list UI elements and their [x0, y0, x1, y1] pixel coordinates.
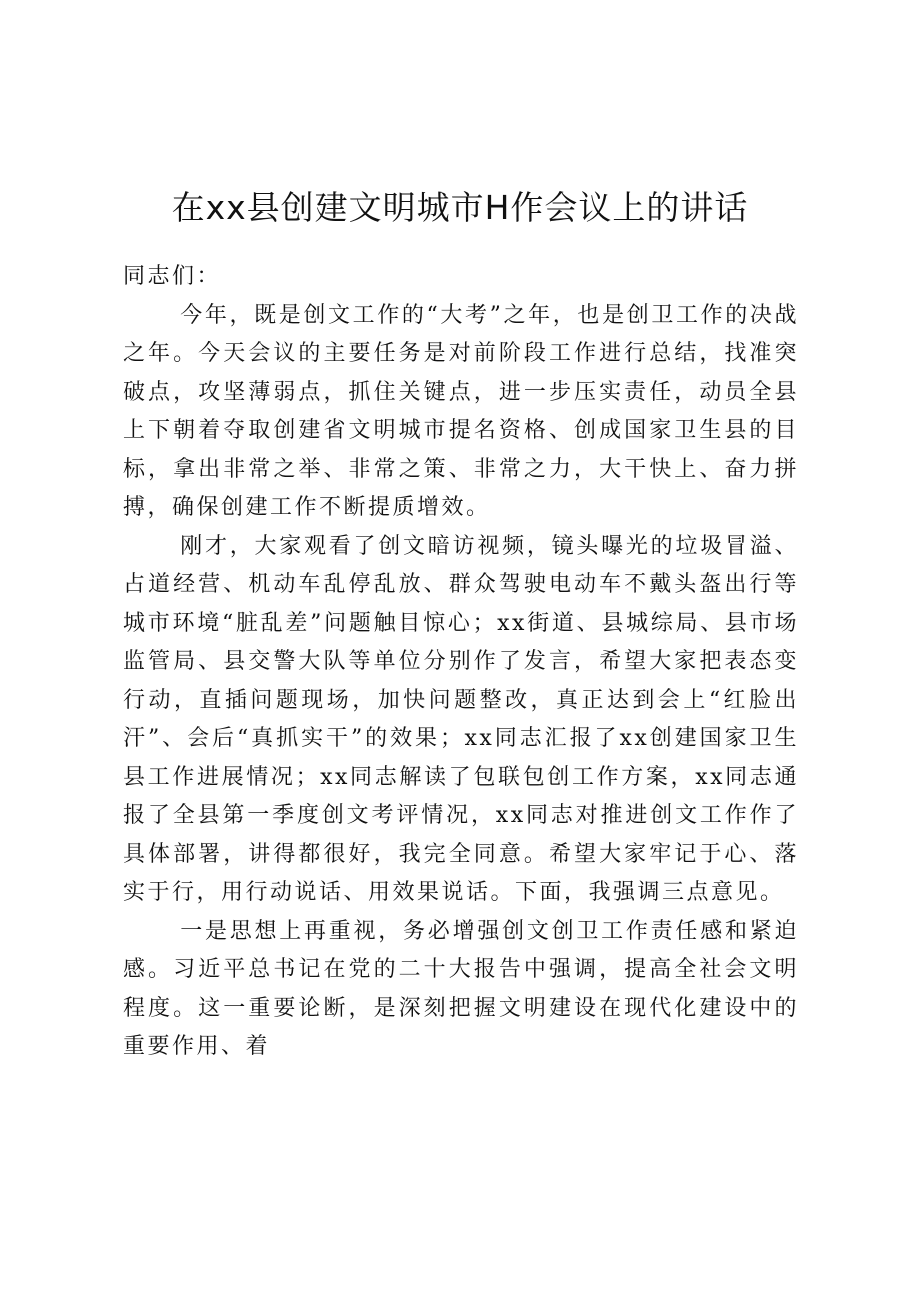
paragraph-1: 今年，既是创文工作的“大考”之年，也是创卫工作的决战之年。今天会议的主要任务是对前阶段工作进行总结，找准突破点，攻坚薄弱点，抓住关键点，进一步压实责任，动员全县上下朝着夺取创建省文明城市提名资格、创成国家卫生县的目标，拿出非常之举、非常之策、非常之力，大干快上、奋力拼搏，确保创建工作不断提质增效。: [123, 302, 799, 520]
paragraph-3: 一是思想上再重视，务必增强创文创卫工作责任感和紧迫感。习近平总书记在党的二十大报告中强调，提高全社会文明程度。这一重要论断，是深刻把握文明建设在现代化建设中的重要作用、着: [123, 918, 799, 1059]
document-body: [123, 258, 799, 1067]
salutation: 同志们：: [123, 264, 222, 289]
document-title: 在xx县创建文明城市H作会议上的讲话: [171, 188, 749, 227]
paragraph-2: 刚才，大家观看了创文暗访视频，镜头曝光的垃圾冒溢、占道经营、机动车乱停乱放、群众驾驶电动车不戴头盔出行等城市环境“脏乱差”问题触目惊心；xx街道、县城综局、县市场监管局、县交警大队等单位分别作了发言，希望大家把表态变行动，直插问题现场，加快问题整改，真正达到会上“红脸出汗”、会后“真抓实干”的效果；xx同志汇报了xx创建国家卫生县工作进展情况；xx同志解读了包联包创工作方案，xx同志通报了全县第一季度创文考评情况，xx同志对推进创文工作作了具体部署，讲得都很好，我完全同意。希望大家牢记于心、落实于行，用行动说话、用效果说话。下面，我强调三点意见。: [123, 533, 799, 905]
